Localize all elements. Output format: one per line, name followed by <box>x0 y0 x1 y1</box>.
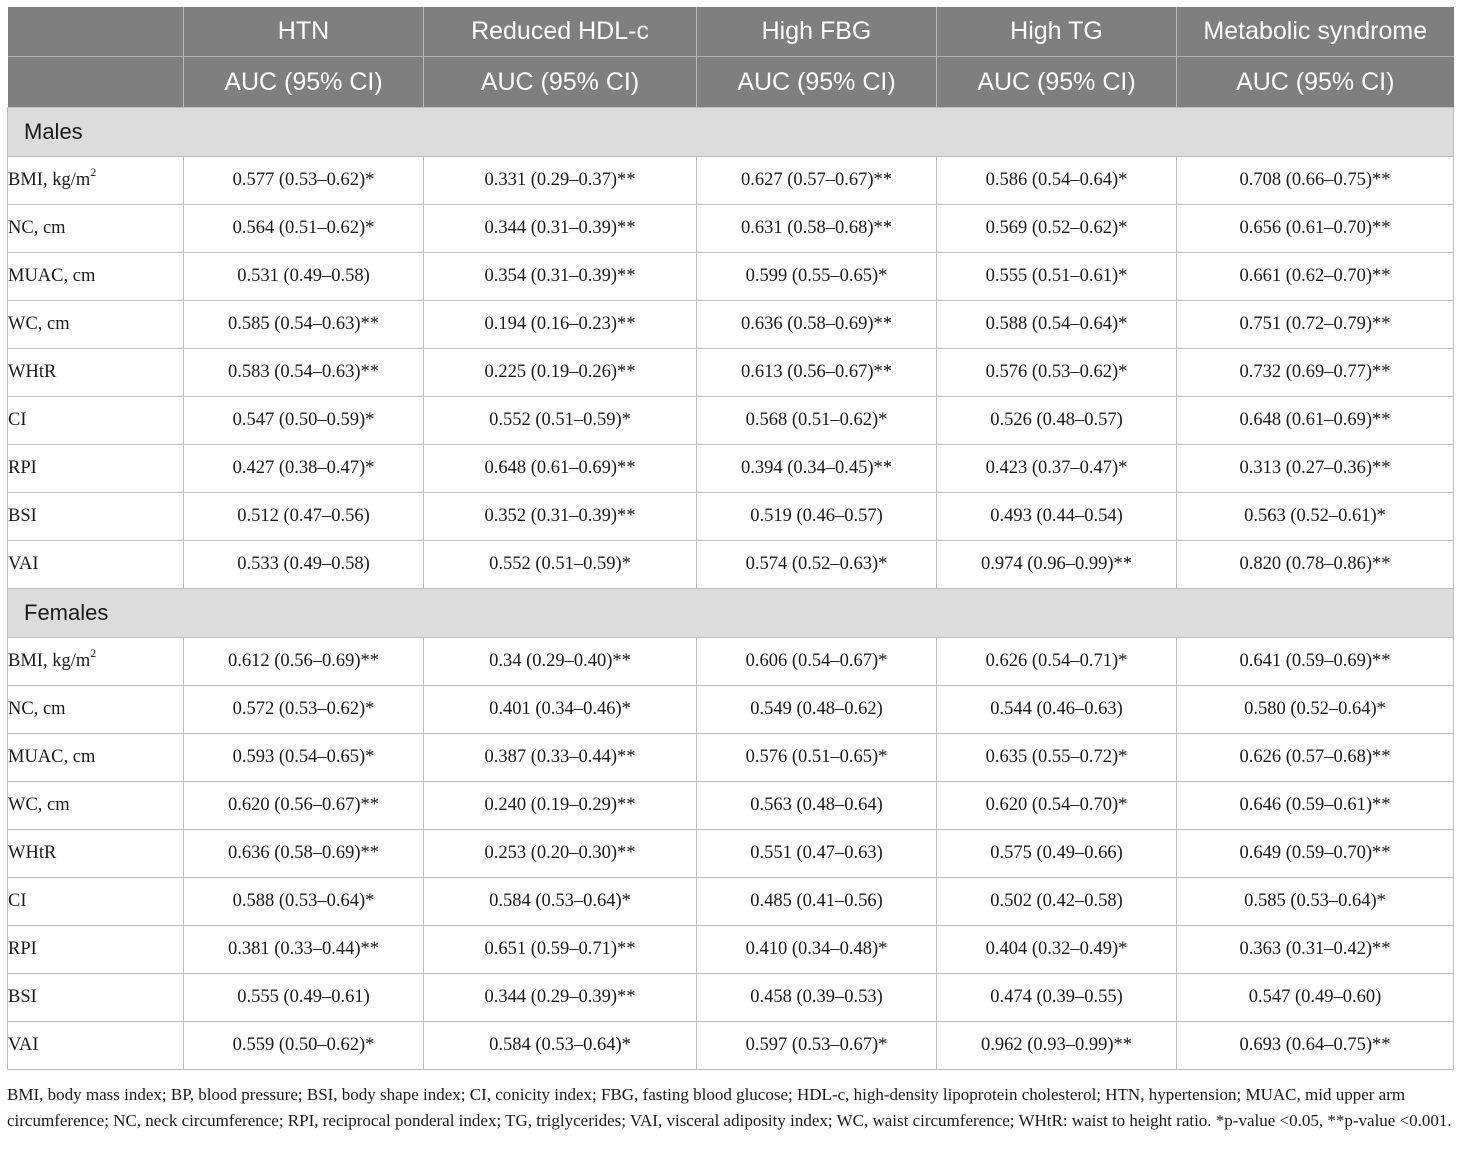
auc-value-cell: 0.656 (0.61–0.70)** <box>1177 205 1454 253</box>
row-label: WHtR <box>8 843 57 863</box>
auc-value-cell: 0.352 (0.31–0.39)** <box>424 493 697 541</box>
auc-value-cell: 0.569 (0.52–0.62)* <box>937 205 1177 253</box>
auc-value-cell: 0.651 (0.59–0.71)** <box>424 926 697 974</box>
row-label-cell <box>8 1022 184 1070</box>
auc-value-cell: 0.576 (0.53–0.62)* <box>937 349 1177 397</box>
row-label-cell <box>8 253 184 301</box>
auc-value-cell: 0.225 (0.19–0.26)** <box>424 349 697 397</box>
subheader-auc: AUC (95% CI) <box>184 57 424 108</box>
auc-value-cell: 0.533 (0.49–0.58) <box>184 541 424 589</box>
row-label: MUAC, cm <box>8 266 96 286</box>
table-row <box>8 1022 1454 1070</box>
row-label: CI <box>8 891 27 911</box>
table-row <box>8 734 1454 782</box>
auc-value-cell: 0.551 (0.47–0.63) <box>697 830 937 878</box>
row-label: BSI <box>8 506 37 526</box>
auc-value-cell: 0.646 (0.59–0.61)** <box>1177 782 1454 830</box>
auc-value-cell: 0.586 (0.54–0.64)* <box>937 157 1177 205</box>
row-label-cell <box>8 397 184 445</box>
table-row <box>8 782 1454 830</box>
row-label-cell <box>8 638 184 686</box>
auc-value-cell: 0.563 (0.48–0.64) <box>697 782 937 830</box>
auc-value-cell: 0.588 (0.53–0.64)* <box>184 878 424 926</box>
row-label-cell <box>8 541 184 589</box>
section-title: Males <box>8 108 1454 157</box>
row-label: CI <box>8 410 27 430</box>
auc-value-cell: 0.636 (0.58–0.69)** <box>184 830 424 878</box>
row-label: WHtR <box>8 362 57 382</box>
row-label: NC, cm <box>8 699 66 719</box>
table-row <box>8 205 1454 253</box>
auc-value-cell: 0.519 (0.46–0.57) <box>697 493 937 541</box>
auc-value-cell: 0.387 (0.33–0.44)** <box>424 734 697 782</box>
auc-value-cell: 0.559 (0.50–0.62)* <box>184 1022 424 1070</box>
auc-value-cell: 0.613 (0.56–0.67)** <box>697 349 937 397</box>
header-row <box>8 7 1454 57</box>
header-htn: HTN <box>184 7 424 57</box>
auc-value-cell: 0.547 (0.49–0.60) <box>1177 974 1454 1022</box>
auc-value-cell: 0.427 (0.38–0.47)* <box>184 445 424 493</box>
auc-value-cell: 0.194 (0.16–0.23)** <box>424 301 697 349</box>
auc-value-cell: 0.313 (0.27–0.36)** <box>1177 445 1454 493</box>
section-row <box>8 108 1454 157</box>
row-label: WC, cm <box>8 795 70 815</box>
auc-value-cell: 0.354 (0.31–0.39)** <box>424 253 697 301</box>
auc-value-cell: 0.552 (0.51–0.59)* <box>424 541 697 589</box>
auc-value-cell: 0.576 (0.51–0.65)* <box>697 734 937 782</box>
auc-value-cell: 0.708 (0.66–0.75)** <box>1177 157 1454 205</box>
subheader-auc: AUC (95% CI) <box>424 57 697 108</box>
table-row <box>8 926 1454 974</box>
auc-value-cell: 0.626 (0.54–0.71)* <box>937 638 1177 686</box>
row-label-cell <box>8 493 184 541</box>
auc-value-cell: 0.549 (0.48–0.62) <box>697 686 937 734</box>
table-row <box>8 638 1454 686</box>
row-label-cell <box>8 686 184 734</box>
auc-value-cell: 0.531 (0.49–0.58) <box>184 253 424 301</box>
auc-value-cell: 0.474 (0.39–0.55) <box>937 974 1177 1022</box>
auc-value-cell: 0.648 (0.61–0.69)** <box>424 445 697 493</box>
header-high-tg: High TG <box>937 7 1177 57</box>
subheader-auc: AUC (95% CI) <box>697 57 937 108</box>
auc-value-cell: 0.635 (0.55–0.72)* <box>937 734 1177 782</box>
table-row <box>8 541 1454 589</box>
auc-value-cell: 0.555 (0.51–0.61)* <box>937 253 1177 301</box>
table-row <box>8 349 1454 397</box>
subheader-row <box>8 57 1454 108</box>
section-row <box>8 589 1454 638</box>
table-body <box>8 108 1454 1070</box>
auc-value-cell: 0.394 (0.34–0.45)** <box>697 445 937 493</box>
row-label: MUAC, cm <box>8 747 96 767</box>
table-row <box>8 397 1454 445</box>
auc-value-cell: 0.693 (0.64–0.75)** <box>1177 1022 1454 1070</box>
table-row <box>8 686 1454 734</box>
row-label-cell <box>8 974 184 1022</box>
table-row <box>8 974 1454 1022</box>
row-label-cell <box>8 830 184 878</box>
auc-value-cell: 0.584 (0.53–0.64)* <box>424 1022 697 1070</box>
auc-value-cell: 0.584 (0.53–0.64)* <box>424 878 697 926</box>
auc-value-cell: 0.577 (0.53–0.62)* <box>184 157 424 205</box>
auc-value-cell: 0.641 (0.59–0.69)** <box>1177 638 1454 686</box>
auc-value-cell: 0.552 (0.51–0.59)* <box>424 397 697 445</box>
auc-table-container <box>7 7 1453 1070</box>
auc-value-cell: 0.974 (0.96–0.99)** <box>937 541 1177 589</box>
table-row <box>8 253 1454 301</box>
table-row <box>8 493 1454 541</box>
row-label: RPI <box>8 458 37 478</box>
table-row <box>8 301 1454 349</box>
row-label: NC, cm <box>8 218 66 238</box>
auc-value-cell: 0.631 (0.58–0.68)** <box>697 205 937 253</box>
auc-value-cell: 0.588 (0.54–0.64)* <box>937 301 1177 349</box>
auc-value-cell: 0.485 (0.41–0.56) <box>697 878 937 926</box>
header-high-fbg: High FBG <box>697 7 937 57</box>
auc-value-cell: 0.620 (0.54–0.70)* <box>937 782 1177 830</box>
table-header <box>8 7 1454 108</box>
auc-value-cell: 0.423 (0.37–0.47)* <box>937 445 1177 493</box>
row-label-cell <box>8 157 184 205</box>
auc-value-cell: 0.627 (0.57–0.67)** <box>697 157 937 205</box>
auc-value-cell: 0.458 (0.39–0.53) <box>697 974 937 1022</box>
auc-value-cell: 0.363 (0.31–0.42)** <box>1177 926 1454 974</box>
row-label: BSI <box>8 987 37 1007</box>
auc-value-cell: 0.620 (0.56–0.67)** <box>184 782 424 830</box>
auc-value-cell: 0.544 (0.46–0.63) <box>937 686 1177 734</box>
auc-value-cell: 0.751 (0.72–0.79)** <box>1177 301 1454 349</box>
auc-value-cell: 0.568 (0.51–0.62)* <box>697 397 937 445</box>
auc-value-cell: 0.580 (0.52–0.64)* <box>1177 686 1454 734</box>
auc-value-cell: 0.502 (0.42–0.58) <box>937 878 1177 926</box>
auc-value-cell: 0.401 (0.34–0.46)* <box>424 686 697 734</box>
row-label: BMI, kg/m <box>8 170 91 190</box>
subheader-corner <box>8 57 184 108</box>
row-label-cell <box>8 782 184 830</box>
auc-value-cell: 0.563 (0.52–0.61)* <box>1177 493 1454 541</box>
header-metabolic-syndrome: Metabolic syndrome <box>1177 7 1454 57</box>
row-label-cell <box>8 205 184 253</box>
auc-value-cell: 0.585 (0.54–0.63)** <box>184 301 424 349</box>
auc-value-cell: 0.404 (0.32–0.49)* <box>937 926 1177 974</box>
auc-value-cell: 0.574 (0.52–0.63)* <box>697 541 937 589</box>
subheader-auc: AUC (95% CI) <box>937 57 1177 108</box>
row-label: VAI <box>8 1035 39 1055</box>
table-row <box>8 878 1454 926</box>
auc-value-cell: 0.381 (0.33–0.44)** <box>184 926 424 974</box>
table-row <box>8 445 1454 493</box>
auc-value-cell: 0.493 (0.44–0.54) <box>937 493 1177 541</box>
subheader-auc: AUC (95% CI) <box>1177 57 1454 108</box>
row-label-cell <box>8 301 184 349</box>
auc-value-cell: 0.410 (0.34–0.48)* <box>697 926 937 974</box>
auc-value-cell: 0.331 (0.29–0.37)** <box>424 157 697 205</box>
row-label: VAI <box>8 554 39 574</box>
row-label-superscript: 2 <box>90 645 97 660</box>
auc-value-cell: 0.585 (0.53–0.64)* <box>1177 878 1454 926</box>
auc-value-cell: 0.962 (0.93–0.99)** <box>937 1022 1177 1070</box>
auc-value-cell: 0.648 (0.61–0.69)** <box>1177 397 1454 445</box>
auc-value-cell: 0.240 (0.19–0.29)** <box>424 782 697 830</box>
row-label-cell <box>8 445 184 493</box>
auc-value-cell: 0.253 (0.20–0.30)** <box>424 830 697 878</box>
auc-value-cell: 0.636 (0.58–0.69)** <box>697 301 937 349</box>
header-reduced-hdl: Reduced HDL-c <box>424 7 697 57</box>
auc-value-cell: 0.564 (0.51–0.62)* <box>184 205 424 253</box>
header-corner <box>8 7 184 57</box>
auc-value-cell: 0.575 (0.49–0.66) <box>937 830 1177 878</box>
auc-value-cell: 0.661 (0.62–0.70)** <box>1177 253 1454 301</box>
auc-value-cell: 0.547 (0.50–0.59)* <box>184 397 424 445</box>
auc-value-cell: 0.572 (0.53–0.62)* <box>184 686 424 734</box>
row-label-cell <box>8 734 184 782</box>
auc-table <box>7 7 1454 1070</box>
row-label-cell <box>8 926 184 974</box>
auc-value-cell: 0.599 (0.55–0.65)* <box>697 253 937 301</box>
row-label: WC, cm <box>8 314 70 334</box>
auc-value-cell: 0.34 (0.29–0.40)** <box>424 638 697 686</box>
auc-value-cell: 0.512 (0.47–0.56) <box>184 493 424 541</box>
auc-value-cell: 0.555 (0.49–0.61) <box>184 974 424 1022</box>
row-label-cell <box>8 878 184 926</box>
section-title: Females <box>8 589 1454 638</box>
auc-value-cell: 0.344 (0.31–0.39)** <box>424 205 697 253</box>
auc-value-cell: 0.526 (0.48–0.57) <box>937 397 1177 445</box>
auc-value-cell: 0.649 (0.59–0.70)** <box>1177 830 1454 878</box>
row-label: RPI <box>8 939 37 959</box>
auc-value-cell: 0.732 (0.69–0.77)** <box>1177 349 1454 397</box>
auc-value-cell: 0.612 (0.56–0.69)** <box>184 638 424 686</box>
row-label-superscript: 2 <box>90 164 97 179</box>
auc-value-cell: 0.597 (0.53–0.67)* <box>697 1022 937 1070</box>
auc-value-cell: 0.583 (0.54–0.63)** <box>184 349 424 397</box>
table-row <box>8 830 1454 878</box>
table-footnote: BMI, body mass index; BP, blood pressure; BSI, body shape index; CI, conicity index; FBG, fasting blood glucose; HDL-c, high-density lipoprotein cholesterol; HTN, hypertension; MUAC, mid upper arm circumference; NC, neck circumference; RPI, reciprocal ponderal index; TG, triglycerides; VAI, visceral adiposity index; WC, waist circumference; WHtR: waist to height ratio. *p-value <0.05, **p-value <0.001. <box>7 1085 1452 1130</box>
auc-value-cell: 0.626 (0.57–0.68)** <box>1177 734 1454 782</box>
auc-value-cell: 0.820 (0.78–0.86)** <box>1177 541 1454 589</box>
row-label-cell <box>8 349 184 397</box>
auc-value-cell: 0.593 (0.54–0.65)* <box>184 734 424 782</box>
row-label: BMI, kg/m <box>8 651 91 671</box>
auc-value-cell: 0.344 (0.29–0.39)** <box>424 974 697 1022</box>
table-row <box>8 157 1454 205</box>
auc-value-cell: 0.606 (0.54–0.67)* <box>697 638 937 686</box>
